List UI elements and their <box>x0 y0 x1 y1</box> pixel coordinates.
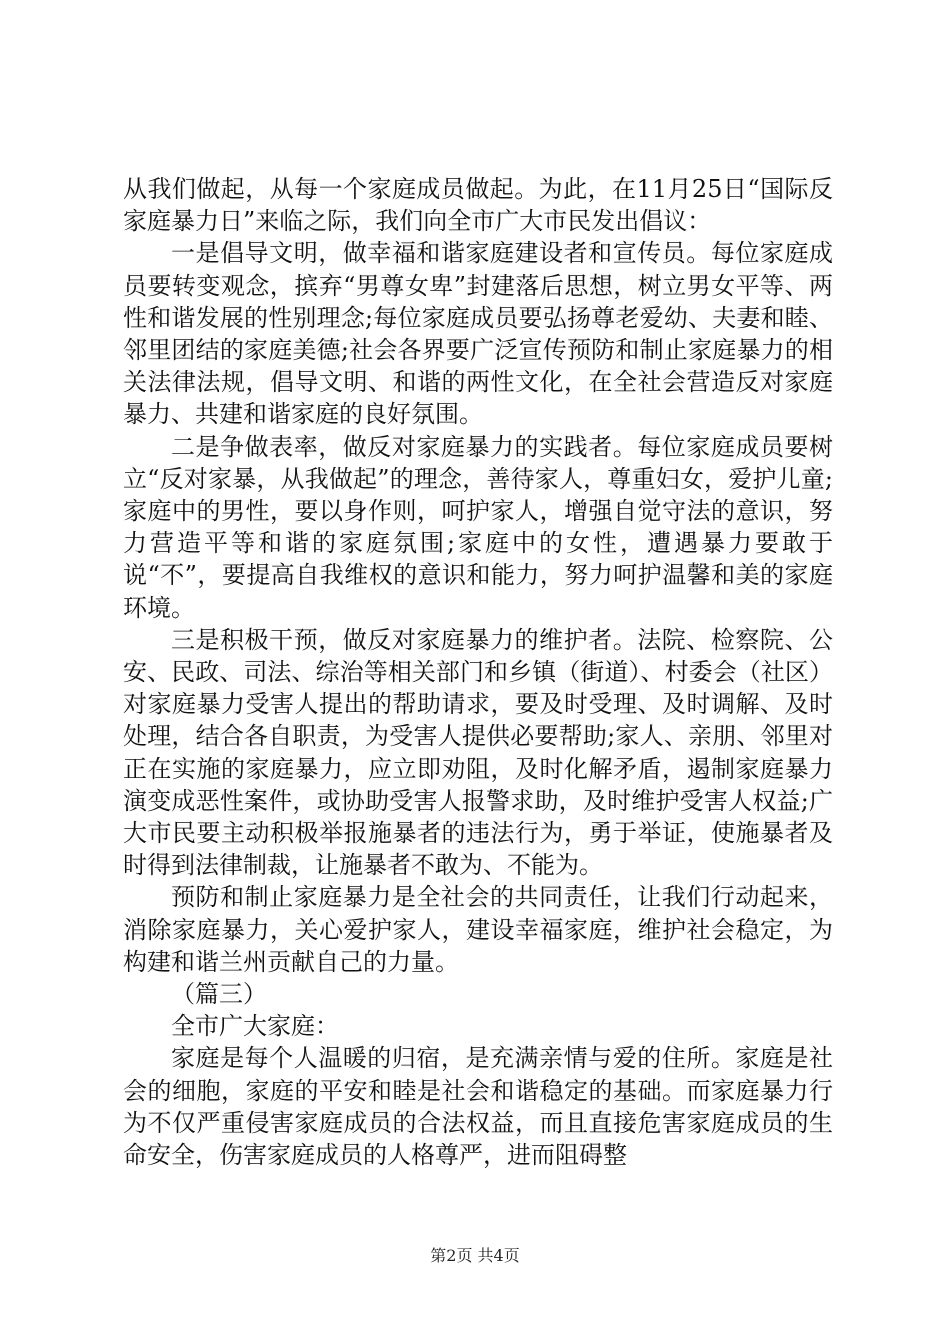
paragraph-proposal-one: 一是倡导文明，做幸福和谐家庭建设者和宣传员。每位家庭成员要转变观念，摈弃“男尊女卑”封建落后思想，树立男女平等、两性和谐发展的性别理念;每位家庭成员要弘扬尊老爱幼、夫妻和睦、邻里团结的家庭美德;社会各界要广泛宣传预防和制止家庭暴力的相关法律法规，倡导文明、和谐的两性文化，在全社会营造反对家庭暴力、共建和谐家庭的良好氛围。 <box>123 239 833 429</box>
document-body <box>123 173 833 1171</box>
paragraph-intro: 从我们做起，从每一个家庭成员做起。为此，在11月25日“国际反家庭暴力日”来临之际，我们向全市广大市民发出倡议： <box>123 175 833 236</box>
salutation: 全市广大家庭： <box>171 1012 339 1041</box>
paragraph-family: 家庭是每个人温暖的归宿，是充满亲情与爱的住所。家庭是社会的细胞，家庭的平安和睦是社会和谐稳定的基础。而家庭暴力行为不仅严重侵害家庭成员的合法权益，而且直接危害家庭成员的生命安全，伤害家庭成员的人格尊严，进而阻碍整 <box>123 1044 833 1170</box>
page-footer: 第2页 共4页 <box>430 1246 520 1265</box>
paragraph-proposal-two: 二是争做表率，做反对家庭暴力的实践者。每位家庭成员要树立“反对家暴，从我做起”的理念，善待家人，尊重妇女，爱护儿童;家庭中的男性，要以身作则，呵护家人，增强自觉守法的意识，努力营造平等和谐的家庭氛围;家庭中的女性，遭遇暴力要敢于说“不”，要提高自我维权的意识和能力，努力呵护温馨和美的家庭环境。 <box>123 432 833 622</box>
section-heading: （篇三） <box>171 980 267 1009</box>
paragraph-proposal-three: 三是积极干预，做反对家庭暴力的维护者。法院、检察院、公安、民政、司法、综治等相关部门和乡镇（街道）、村委会（社区）对家庭暴力受害人提出的帮助请求，要及时受理、及时调解、及时处理，结合各自职责，为受害人提供必要帮助;家人、亲朋、邻里对正在实施的家庭暴力，应立即劝阻，及时化解矛盾，遏制家庭暴力演变成恶性案件，或协助受害人报警求助，及时维护受害人权益;广大市民要主动积极举报施暴者的违法行为，勇于举证，使施暴者及时得到法律制裁，让施暴者不敢为、不能为。 <box>123 625 833 880</box>
paragraph-closing: 预防和制止家庭暴力是全社会的共同责任，让我们行动起来，消除家庭暴力，关心爱护家人，建设幸福家庭，维护社会稳定，为构建和谐兰州贡献自己的力量。 <box>123 883 833 976</box>
